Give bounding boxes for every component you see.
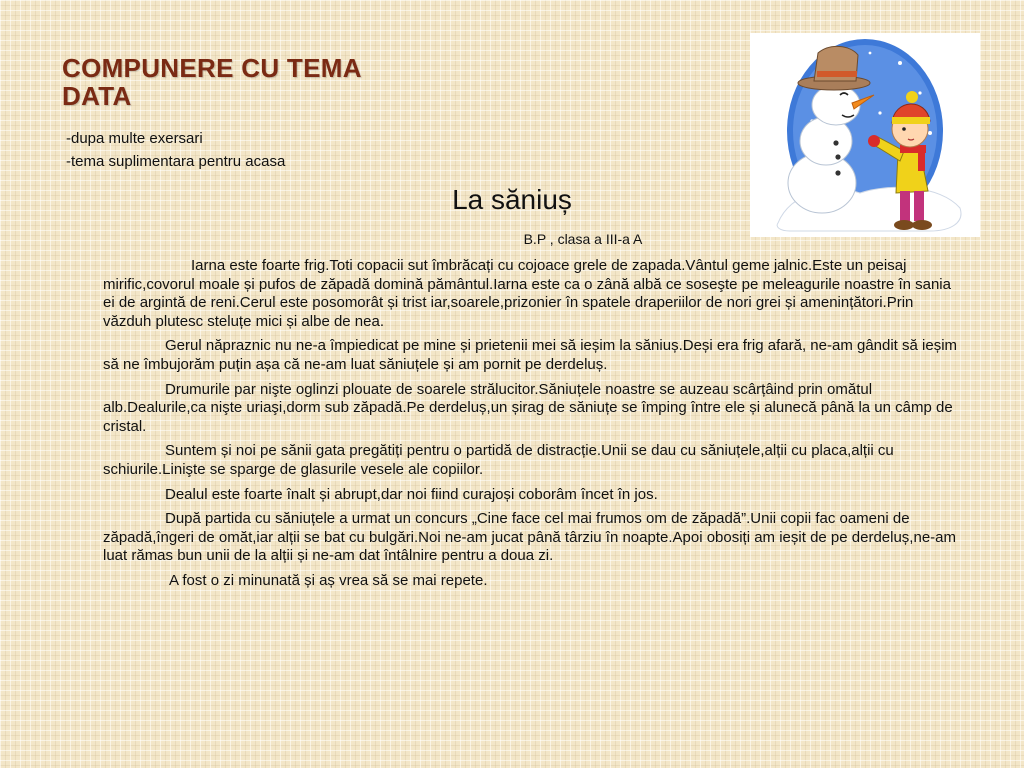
paragraph: După partida cu săniuțele a urmat un concurs „Cine face cel mai frumos om de zăpadă”.Unii copii fac oameni de zăpadă,îngeri de omăt,iar alții se bat cu bulgări.Noi ne-am jucat până târziu în noapte.Apoi obosiți am ieșit de pe derdeluș,ne-am luat rămas bun unii de la alții și ne-am dat întâlnire pentru a doua zi. <box>103 510 956 565</box>
subtitle-line: -dupa multe exersari <box>66 130 203 147</box>
slide-title-line-2: DATA <box>62 81 132 111</box>
subtitle-list <box>66 127 285 173</box>
composition-title: La săniuș <box>452 184 572 215</box>
paragraph: Iarna este foarte frig.Toti copacii sut îmbrăcați cu cojoace grele de zapada.Vântul geme jalnic.Este un peisaj mirific,covorul moale și pufos de zăpadă domină pământul.Iarna este ca o zână albă ce soseşte pe meleagurile noastre în sania ei de argintă de reni.Cerul este posomorât și trist iar,soarele,prizonier în spatele draperiilor de nori grei și amenințători.Prin văzduh plutesc steluțe mici și albe de nea. <box>103 257 951 330</box>
paragraph: Dealul este foarte înalt și abrupt,dar noi fiind curajoși coborâm încet în jos. <box>165 485 658 503</box>
paragraph: Drumurile par nişte oglinzi plouate de soarele strălucitor.Săniuțele noastre se auzeau scârțâind prin omătul alb.Dealurile,ca nişte uriaşi,dorm sub zăpadă.Pe derdeluș,un șirag de săniuțe se împing între ele și alunecă până la un câmp de cristal. <box>103 380 953 435</box>
author-line: B.P , clasa a III-a A <box>523 231 643 247</box>
composition-body <box>103 257 963 597</box>
slide-title <box>62 54 482 110</box>
paragraph: A fost o zi minunată și aș vrea să se mai repete. <box>169 571 488 589</box>
paragraph: Gerul năpraznic nu ne-a împiedicat pe mine și prietenii mei să ieșim la săniuș.Deși era frig afară, ne-am gândit să ieșim să ne îmbujorăm puțin așa că ne-am luat săniuțele și am pornit pe derdeluș. <box>103 337 958 373</box>
subtitle-line: -tema suplimentara pentru acasa <box>66 153 286 170</box>
paragraph: Suntem și noi pe sănii gata pregătiți pentru o partidă de distracție.Unii se dau cu săniuțele,alții cu placa,alții cu schiurile.Linişte se sparge de glasurile vesele ale copiilor. <box>103 442 894 478</box>
slide-title-line-1: COMPUNERE CU TEMA <box>62 53 362 83</box>
